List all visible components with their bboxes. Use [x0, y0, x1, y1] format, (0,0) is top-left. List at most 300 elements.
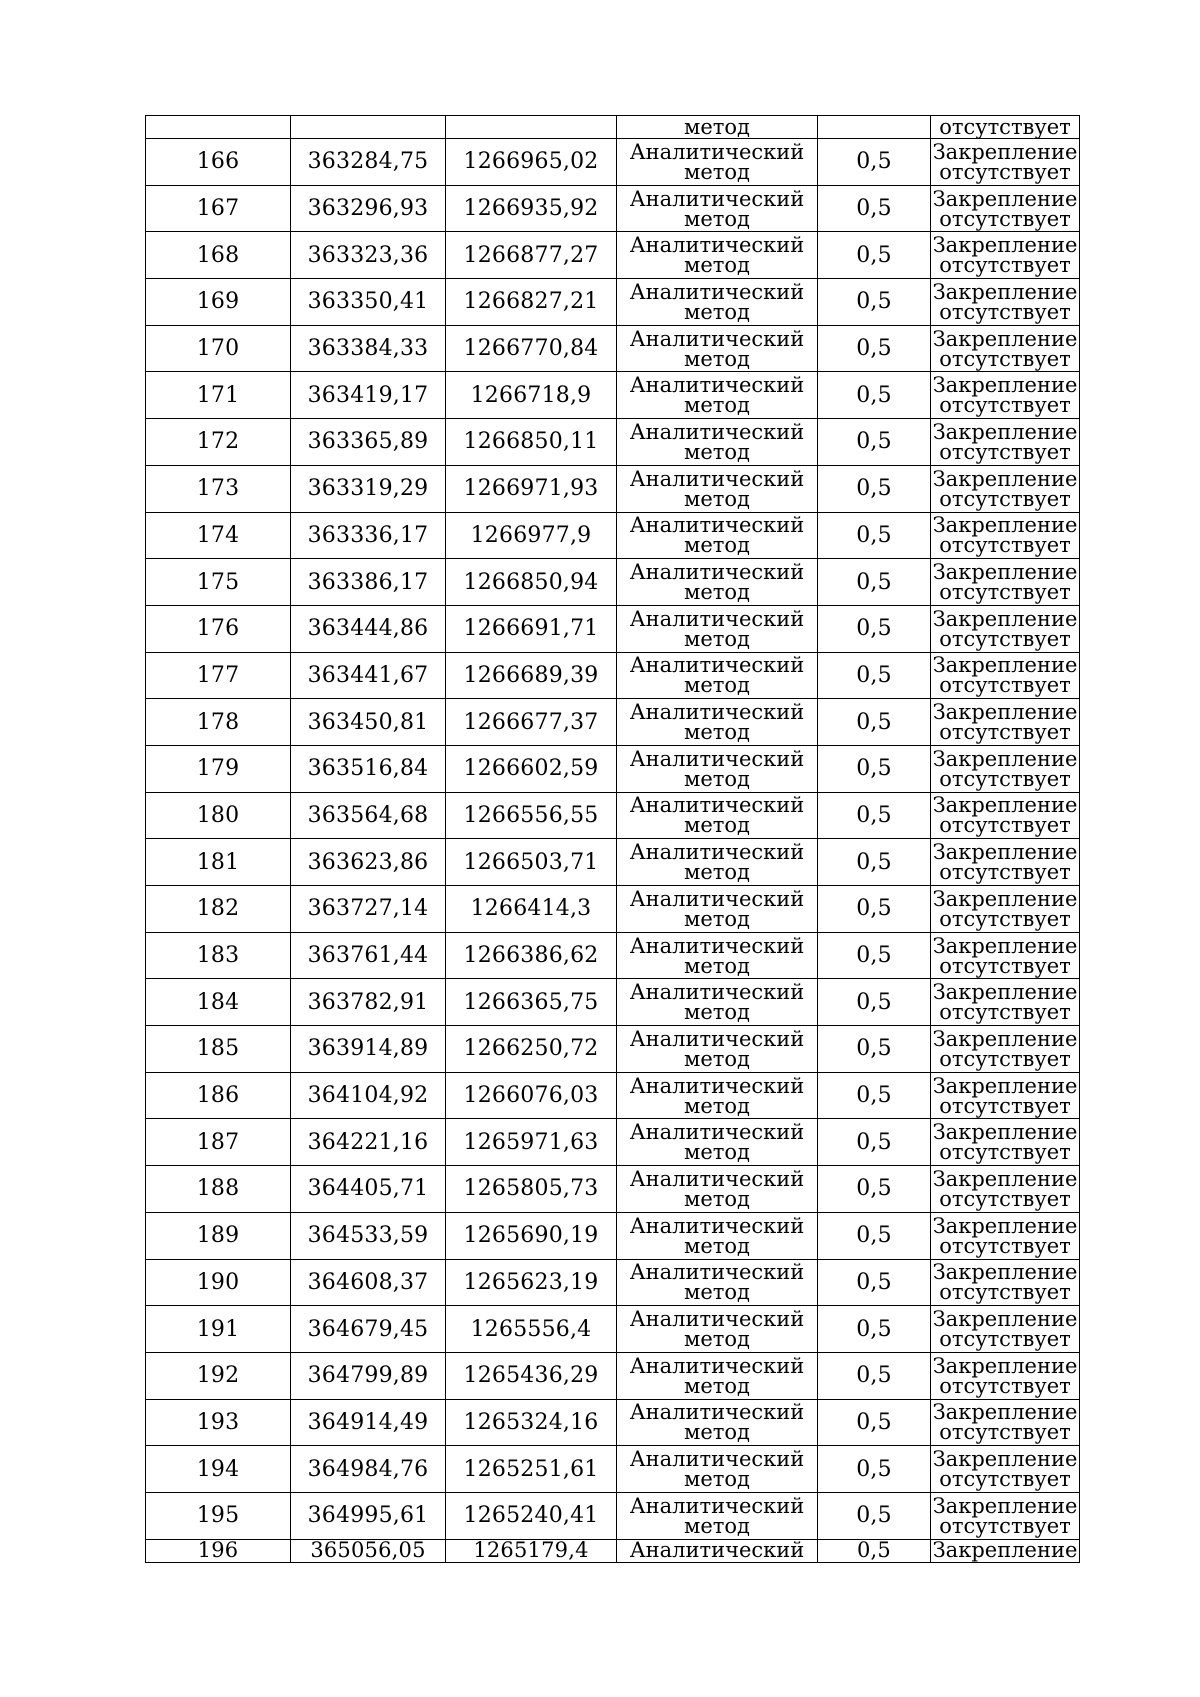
- method-line-2: метод: [684, 1467, 750, 1492]
- cell-fixation: [931, 1026, 1080, 1073]
- cell-error: 0,5: [818, 232, 931, 279]
- method-line-2: метод: [684, 673, 750, 698]
- cell-x: 363296,93: [291, 185, 446, 232]
- cell-point-number: 196: [146, 1539, 291, 1562]
- method-line-1: Аналитический: [629, 1073, 805, 1098]
- cell-error: [818, 116, 931, 139]
- cell-error: 0,5: [818, 559, 931, 606]
- cell-point-number: 191: [146, 1306, 291, 1353]
- cell-method: [617, 1352, 818, 1399]
- fixation-line-1: Закрепление: [932, 1493, 1078, 1518]
- cell-y: 1266386,62: [446, 932, 617, 979]
- cell-fixation: [931, 886, 1080, 933]
- cell-y: 1265690,19: [446, 1212, 617, 1259]
- method-line-2: метод: [684, 906, 750, 931]
- method-line-2: метод: [684, 253, 750, 278]
- fixation-line-2: отсутствует: [939, 1140, 1071, 1165]
- cell-error: 0,5: [818, 185, 931, 232]
- fixation-line-2: отсутствует: [939, 253, 1071, 278]
- table-row: [146, 1399, 1080, 1446]
- fixation-line-2: отсутствует: [939, 1186, 1071, 1211]
- cell-point-number: 174: [146, 512, 291, 559]
- cell-fixation: [931, 1166, 1080, 1213]
- method-line-2: метод: [684, 813, 750, 838]
- cell-method: [617, 1119, 818, 1166]
- cell-x: 363319,29: [291, 465, 446, 512]
- method-line-1: Аналитический: [629, 700, 805, 725]
- cell-error: 0,5: [818, 1166, 931, 1213]
- cell-fixation: [931, 1119, 1080, 1166]
- method-line-2: метод: [684, 486, 750, 511]
- method-line-1: Аналитический: [629, 513, 805, 538]
- cell-error: 0,5: [818, 1492, 931, 1539]
- method-line-1: Аналитический: [629, 1400, 805, 1425]
- cell-point-number: 181: [146, 839, 291, 886]
- fixation-line-1: Закрепление: [932, 186, 1078, 211]
- cell-y: 1266076,03: [446, 1072, 617, 1119]
- fixation-line-2: отсутствует: [939, 1327, 1071, 1352]
- fixation-line-1: Закрепление: [932, 373, 1078, 398]
- cell-x: 363386,17: [291, 559, 446, 606]
- fixation-line-2: отсутствует: [939, 393, 1071, 418]
- method-line-2: метод: [684, 346, 750, 371]
- fixation-line-1: Закрепление: [932, 1213, 1078, 1238]
- cell-error: 0,5: [818, 745, 931, 792]
- cell-x: 363782,91: [291, 979, 446, 1026]
- cell-error: 0,5: [818, 139, 931, 186]
- cell-method: [617, 1212, 818, 1259]
- method-line-1: Аналитический: [629, 1493, 805, 1518]
- cell-x: 364995,61: [291, 1492, 446, 1539]
- cell-x: 363384,33: [291, 325, 446, 372]
- fixation-line-2: отсутствует: [939, 533, 1071, 558]
- fixation-line-2: отсутствует: [939, 860, 1071, 885]
- cell-error: 0,5: [818, 979, 931, 1026]
- fixation-line-2: отсутствует: [939, 206, 1071, 231]
- cell-error: 0,5: [818, 1212, 931, 1259]
- cell-method: [617, 325, 818, 372]
- fixation-line-2: отсутствует: [939, 720, 1071, 745]
- method-line-1: Аналитический: [629, 139, 805, 164]
- fixation-line-1: Закрепление: [932, 233, 1078, 258]
- table-row: [146, 185, 1080, 232]
- cell-error: 0,5: [818, 419, 931, 466]
- cell-fixation: [931, 325, 1080, 372]
- cell-fixation: [931, 1399, 1080, 1446]
- method-line-2: метод: [684, 159, 750, 184]
- cell-y: 1265805,73: [446, 1166, 617, 1213]
- cell-method: [617, 839, 818, 886]
- cell-point-number: 179: [146, 745, 291, 792]
- cell-error: 0,5: [818, 1399, 931, 1446]
- cell-fixation: [931, 792, 1080, 839]
- cell-fixation: [931, 1352, 1080, 1399]
- fixation-line-1: Закрепление: [932, 139, 1078, 164]
- table-row: [146, 559, 1080, 606]
- cell-y: 1266935,92: [446, 185, 617, 232]
- cell-y: 1266556,55: [446, 792, 617, 839]
- table-row-last: [146, 1539, 1080, 1562]
- cell-point-number: 180: [146, 792, 291, 839]
- cell-x: 363450,81: [291, 699, 446, 746]
- cell-fixation: [931, 1306, 1080, 1353]
- cell-y: 1265556,4: [446, 1306, 617, 1353]
- cell-point-number: 184: [146, 979, 291, 1026]
- fixation-line-2: отсутствует: [939, 439, 1071, 464]
- cell-point-number: 192: [146, 1352, 291, 1399]
- cell-point-number: 175: [146, 559, 291, 606]
- cell-error: 0,5: [818, 1026, 931, 1073]
- table-row: [146, 932, 1080, 979]
- cell-y: 1266971,93: [446, 465, 617, 512]
- cell-error: 0,5: [818, 512, 931, 559]
- cell-point-number: 178: [146, 699, 291, 746]
- method-line-1: Аналитический: [629, 653, 805, 678]
- cell-point-number: 187: [146, 1119, 291, 1166]
- method-line-1: Аналитический: [629, 1166, 805, 1191]
- cell-point-number: 170: [146, 325, 291, 372]
- cell-y: 1265623,19: [446, 1259, 617, 1306]
- cell-method: [617, 699, 818, 746]
- cell-x: 363564,68: [291, 792, 446, 839]
- method-line-1: Аналитический: [629, 886, 805, 911]
- fixation-line-1: Закрепление: [932, 1400, 1078, 1425]
- cell-point-number: 190: [146, 1259, 291, 1306]
- cell-error: 0,5: [818, 1352, 931, 1399]
- fixation-line-2: отсутствует: [939, 1093, 1071, 1118]
- cell-method: [617, 792, 818, 839]
- table-row: [146, 232, 1080, 279]
- cell-y: 1265179,4: [446, 1539, 617, 1562]
- cell-fixation: [931, 745, 1080, 792]
- cell-y: 1265240,41: [446, 1492, 617, 1539]
- cell-error: 0,5: [818, 1539, 931, 1562]
- cell-x: 363336,17: [291, 512, 446, 559]
- method-line-2: метод: [684, 1513, 750, 1538]
- fixation-line-2: отсутствует: [939, 299, 1071, 324]
- cell-error: 0,5: [818, 886, 931, 933]
- table-row: [146, 1212, 1080, 1259]
- cell-method: [617, 1026, 818, 1073]
- table-row: [146, 652, 1080, 699]
- fixation-line-1: Закрепление: [932, 1026, 1078, 1051]
- cell-x: 363623,86: [291, 839, 446, 886]
- cell-point-number: [146, 116, 291, 139]
- table-row: [146, 139, 1080, 186]
- cell-method: [617, 465, 818, 512]
- cell-error: 0,5: [818, 325, 931, 372]
- cell-fixation: [931, 1212, 1080, 1259]
- table-row: [146, 1446, 1080, 1493]
- cell-x: 363914,89: [291, 1026, 446, 1073]
- method-line-2: метод: [684, 720, 750, 745]
- method-line-1: Аналитический: [629, 560, 805, 585]
- cell-point-number: 168: [146, 232, 291, 279]
- table-row: [146, 979, 1080, 1026]
- cell-fixation: [931, 465, 1080, 512]
- method-line-2: метод: [684, 1000, 750, 1025]
- cell-fixation: [931, 1492, 1080, 1539]
- cell-point-number: 186: [146, 1072, 291, 1119]
- method-line-2: метод: [684, 860, 750, 885]
- cell-method: Аналитический: [617, 1539, 818, 1562]
- cell-x: 363365,89: [291, 419, 446, 466]
- fixation-line-2: отсутствует: [939, 626, 1071, 651]
- method-line-1: Аналитический: [629, 1260, 805, 1285]
- table-row: [146, 325, 1080, 372]
- method-line-1: Аналитический: [629, 373, 805, 398]
- fixation-line-2: отсутствует: [939, 346, 1071, 371]
- method-line-2: метод: [684, 953, 750, 978]
- cell-method: [617, 185, 818, 232]
- cell-point-number: 169: [146, 279, 291, 326]
- cell-fixation: [931, 979, 1080, 1026]
- cell-method: [617, 232, 818, 279]
- fixation-line-1: Закрепление: [932, 1447, 1078, 1472]
- fixation-line-1: Закрепление: [932, 326, 1078, 351]
- cell-method: [617, 1306, 818, 1353]
- method-line-2: метод: [684, 1093, 750, 1118]
- cell-x: 364104,92: [291, 1072, 446, 1119]
- cell-y: 1266718,9: [446, 372, 617, 419]
- fixation-line-1: Закрепление: [932, 279, 1078, 304]
- cell-y: 1266250,72: [446, 1026, 617, 1073]
- cell-method: [617, 605, 818, 652]
- cell-y: 1266677,37: [446, 699, 617, 746]
- fixation-line-1: Закрепление: [932, 1353, 1078, 1378]
- method-line-2: метод: [684, 1373, 750, 1398]
- cell-x: 363419,17: [291, 372, 446, 419]
- method-line-2: метод: [684, 1233, 750, 1258]
- method-line-2: метод: [684, 766, 750, 791]
- cell-method: метод: [617, 116, 818, 139]
- method-line-1: Аналитический: [629, 1353, 805, 1378]
- cell-y: 1266827,21: [446, 279, 617, 326]
- table-row: [146, 699, 1080, 746]
- cell-fixation: Закрепление: [931, 1539, 1080, 1562]
- fixation-line-2: отсутствует: [939, 159, 1071, 184]
- cell-fixation: [931, 699, 1080, 746]
- method-line-2: метод: [684, 1327, 750, 1352]
- method-line-2: метод: [684, 533, 750, 558]
- cell-y: 1266850,94: [446, 559, 617, 606]
- method-line-1: Аналитический: [629, 1447, 805, 1472]
- table-row: [146, 1119, 1080, 1166]
- cell-y: 1266691,71: [446, 605, 617, 652]
- cell-method: [617, 652, 818, 699]
- method-line-1: Аналитический: [629, 840, 805, 865]
- method-line-1: Аналитический: [629, 746, 805, 771]
- fixation-line-2: отсутствует: [939, 813, 1071, 838]
- cell-point-number: 176: [146, 605, 291, 652]
- cell-error: 0,5: [818, 699, 931, 746]
- fixation-line-1: Закрепление: [932, 700, 1078, 725]
- cell-error: 0,5: [818, 792, 931, 839]
- cell-method: [617, 1166, 818, 1213]
- cell-error: 0,5: [818, 372, 931, 419]
- cell-fixation: [931, 512, 1080, 559]
- cell-y: 1266770,84: [446, 325, 617, 372]
- cell-point-number: 173: [146, 465, 291, 512]
- fixation-line-2: отсутствует: [939, 486, 1071, 511]
- fixation-line-1: Закрепление: [932, 1073, 1078, 1098]
- cell-method: [617, 1072, 818, 1119]
- method-line-2: метод: [684, 299, 750, 324]
- cell-x: 364608,37: [291, 1259, 446, 1306]
- cell-point-number: 182: [146, 886, 291, 933]
- cell-x: 364533,59: [291, 1212, 446, 1259]
- fixation-line-2: отсутствует: [939, 1233, 1071, 1258]
- fixation-line-1: Закрепление: [932, 746, 1078, 771]
- fixation-line-1: Закрепление: [932, 513, 1078, 538]
- cell-method: [617, 559, 818, 606]
- cell-point-number: 167: [146, 185, 291, 232]
- table-row: [146, 512, 1080, 559]
- cell-method: [617, 419, 818, 466]
- cell-y: 1265436,29: [446, 1352, 617, 1399]
- table-row: [146, 886, 1080, 933]
- fixation-line-2: отсутствует: [939, 1280, 1071, 1305]
- method-line-1: Аналитический: [629, 1120, 805, 1145]
- cell-y: [446, 116, 617, 139]
- method-line-2: метод: [684, 1046, 750, 1071]
- cell-y: 1266877,27: [446, 232, 617, 279]
- cell-error: 0,5: [818, 1119, 931, 1166]
- fixation-line-2: отсутствует: [939, 1420, 1071, 1445]
- fixation-line-2: отсутствует: [939, 1467, 1071, 1492]
- fixation-line-1: Закрепление: [932, 980, 1078, 1005]
- table-row: [146, 1352, 1080, 1399]
- method-line-2: метод: [684, 393, 750, 418]
- cell-method: [617, 979, 818, 1026]
- cell-method: [617, 1492, 818, 1539]
- table-row: [146, 372, 1080, 419]
- fixation-line-2: отсутствует: [939, 953, 1071, 978]
- cell-fixation: [931, 605, 1080, 652]
- cell-method: [617, 932, 818, 979]
- cell-point-number: 172: [146, 419, 291, 466]
- cell-fixation: отсутствует: [931, 116, 1080, 139]
- cell-x: 363516,84: [291, 745, 446, 792]
- cell-y: 1266602,59: [446, 745, 617, 792]
- method-line-1: Аналитический: [629, 326, 805, 351]
- cell-x: 363284,75: [291, 139, 446, 186]
- method-line-1: Аналитический: [629, 606, 805, 631]
- cell-y: 1266503,71: [446, 839, 617, 886]
- cell-method: [617, 1259, 818, 1306]
- table-row: [146, 1072, 1080, 1119]
- fixation-line-1: Закрепление: [932, 840, 1078, 865]
- fixation-line-1: Закрепление: [932, 1307, 1078, 1332]
- fixation-line-2: отсутствует: [939, 1513, 1071, 1538]
- cell-error: 0,5: [818, 652, 931, 699]
- cell-method: [617, 139, 818, 186]
- cell-y: 1266965,02: [446, 139, 617, 186]
- cell-x: 365056,05: [291, 1539, 446, 1562]
- fixation-line-2: отсутствует: [939, 1373, 1071, 1398]
- cell-point-number: 189: [146, 1212, 291, 1259]
- fixation-line-2: отсутствует: [939, 673, 1071, 698]
- cell-y: 1266689,39: [446, 652, 617, 699]
- fixation-line-2: отсутствует: [939, 766, 1071, 791]
- cell-fixation: [931, 1072, 1080, 1119]
- fixation-line-2: отсутствует: [939, 906, 1071, 931]
- cell-fixation: [931, 932, 1080, 979]
- fixation-line-1: Закрепление: [932, 560, 1078, 585]
- fixation-line-1: Закрепление: [932, 419, 1078, 444]
- fixation-line-2: отсутствует: [939, 580, 1071, 605]
- cell-fixation: [931, 372, 1080, 419]
- cell-fixation: [931, 839, 1080, 886]
- cell-point-number: 166: [146, 139, 291, 186]
- cell-x: 364984,76: [291, 1446, 446, 1493]
- cell-error: 0,5: [818, 932, 931, 979]
- cell-point-number: 188: [146, 1166, 291, 1213]
- fixation-line-1: Закрепление: [932, 1166, 1078, 1191]
- cell-y: 1266850,11: [446, 419, 617, 466]
- cell-error: 0,5: [818, 1306, 931, 1353]
- cell-error: 0,5: [818, 839, 931, 886]
- table-row: [146, 1259, 1080, 1306]
- method-line-2: метод: [684, 580, 750, 605]
- fixation-line-1: Закрепление: [932, 466, 1078, 491]
- cell-fixation: [931, 559, 1080, 606]
- table-body: [146, 116, 1080, 1563]
- table-row: [146, 1166, 1080, 1213]
- cell-y: 1266414,3: [446, 886, 617, 933]
- fixation-line-1: Закрепление: [932, 1120, 1078, 1145]
- cell-x: 363350,41: [291, 279, 446, 326]
- method-line-2: метод: [684, 1186, 750, 1211]
- table-row-continuation: [146, 116, 1080, 139]
- cell-point-number: 195: [146, 1492, 291, 1539]
- cell-x: 363441,67: [291, 652, 446, 699]
- table-row: [146, 745, 1080, 792]
- cell-method: [617, 1399, 818, 1446]
- cell-fixation: [931, 1446, 1080, 1493]
- cell-point-number: 183: [146, 932, 291, 979]
- table-row: [146, 419, 1080, 466]
- cell-fixation: [931, 1259, 1080, 1306]
- method-line-1: Аналитический: [629, 279, 805, 304]
- cell-x: 364914,49: [291, 1399, 446, 1446]
- fixation-line-2: отсутствует: [939, 1046, 1071, 1071]
- method-line-1: Аналитический: [629, 233, 805, 258]
- cell-y: 1265251,61: [446, 1446, 617, 1493]
- method-line-2: метод: [684, 206, 750, 231]
- cell-error: 0,5: [818, 465, 931, 512]
- table-row: [146, 839, 1080, 886]
- table-row: [146, 1306, 1080, 1353]
- cell-fixation: [931, 279, 1080, 326]
- method-line-1: Аналитический: [629, 186, 805, 211]
- method-line-2: метод: [684, 1280, 750, 1305]
- cell-method: [617, 372, 818, 419]
- cell-fixation: [931, 419, 1080, 466]
- method-line-2: метод: [684, 439, 750, 464]
- cell-error: 0,5: [818, 1259, 931, 1306]
- method-line-1: Аналитический: [629, 1026, 805, 1051]
- method-line-2: метод: [684, 626, 750, 651]
- cell-fixation: [931, 652, 1080, 699]
- table-row: [146, 605, 1080, 652]
- cell-point-number: 185: [146, 1026, 291, 1073]
- method-line-2: метод: [684, 1140, 750, 1165]
- cell-method: [617, 886, 818, 933]
- method-line-1: Аналитический: [629, 980, 805, 1005]
- cell-x: 363323,36: [291, 232, 446, 279]
- cell-y: 1265971,63: [446, 1119, 617, 1166]
